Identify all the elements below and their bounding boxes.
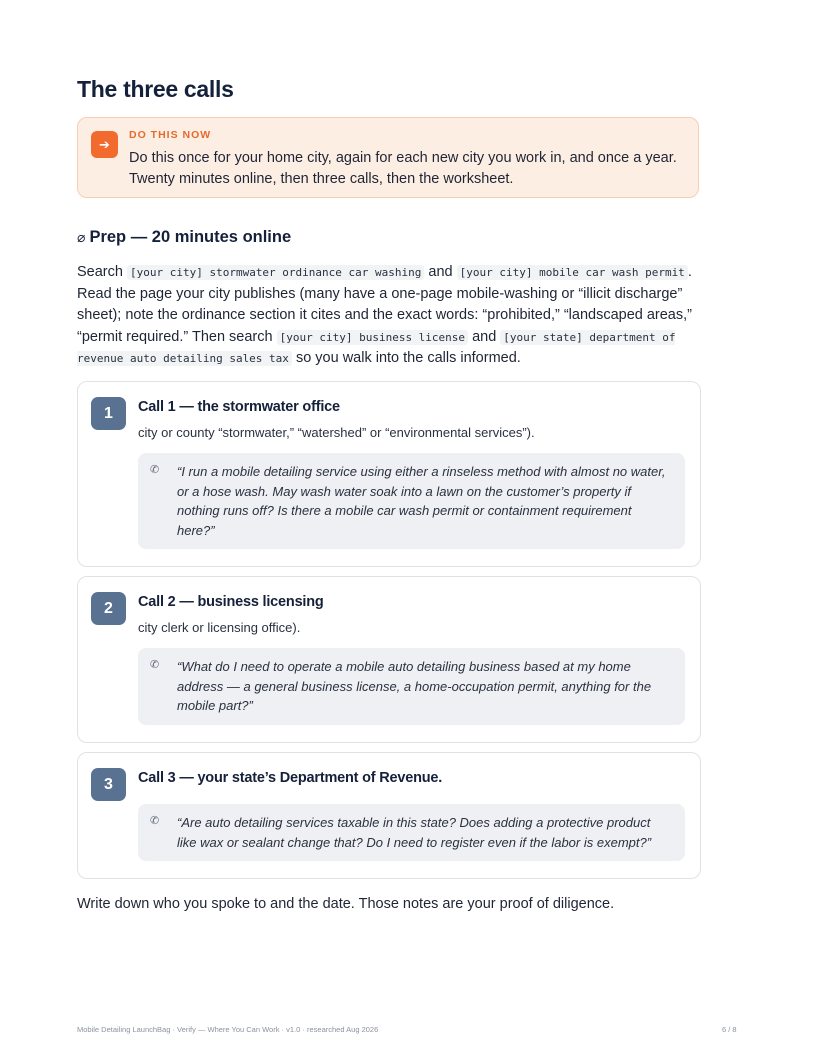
prep-paragraph [77,262,701,370]
call-script-quote [138,453,685,549]
quote-text: “I run a mobile detailing service using either a rinseless method with almost no water, or a hose wash. May wash water soak into a lawn on the customer’s property if nothing runs off? Is there a mobile car wash permit or containment requirement here?” [177,464,666,538]
call-card-2 [77,576,701,743]
arrow-right-icon: ➔ [91,131,118,158]
call-title: Call 2 — business licensing [138,594,324,610]
prep-text-2: and [424,264,457,280]
callout-text: Do this once for your home city, again for each new city you work in, and once a year. Twenty minutes online, then three calls, then the worksheet. [129,150,677,187]
search-query-code: [your city] stormwater ordinance car washing [127,265,424,280]
search-query-code: [your state] department of revenue auto detailing sales tax [77,330,676,366]
call-title: Call 3 — your state’s Department of Revenue. [138,770,443,786]
do-this-now-callout [77,117,699,198]
phone-icon: ✆ [150,464,160,476]
call-card-1 [77,381,701,567]
prep-text-5: so you walk into the calls informed. [291,350,521,367]
step-number-badge: 1 [91,397,126,430]
prep-heading-text: Prep — 20 minutes online [89,228,292,246]
prep-heading [77,228,291,247]
call-title: Call 1 — the stormwater office [138,399,340,415]
closing-note: Write down who you spoke to and the date. Those notes are your proof of diligence. [77,896,615,912]
call-subtitle: city or county “stormwater,” “watershed” or “environmental services”). [138,425,535,440]
quote-text: “What do I need to operate a mobile auto detailing business based at my home address — a general business license, a home-occupation permit, anything for the mobile part?” [177,659,652,714]
call-subtitle: city clerk or licensing office). [138,620,301,635]
footer-page-number: 6 / 8 [722,1025,737,1034]
prep-text-3: . Read the page your city publishes (many have a one-page mobile-washing or “illicit discharge” sheet); note the ordinance section it cites and the exact words: “prohibited,” “landscaped areas,” “permit required.” Then search [77,264,692,345]
prep-text-4: and [468,328,501,345]
page-title: The three calls [77,76,234,102]
search-query-code: [your city] business license [277,330,468,345]
call-card-3 [77,752,701,879]
phone-icon: ✆ [150,659,160,671]
call-script-quote [138,648,685,725]
step-number-badge: 3 [91,768,126,801]
prep-icon: ⌀ [77,229,86,245]
phone-icon: ✆ [150,815,160,827]
search-query-code: [your city] mobile car wash permit [457,265,688,280]
prep-text-1: Search [77,264,127,280]
footer-document-info: Mobile Detailing LaunchBag · Verify — Where You Can Work · v1.0 · researched Aug 2026 [77,1025,379,1034]
call-script-quote [138,804,685,861]
callout-label: DO THIS NOW [129,129,212,141]
step-number-badge: 2 [91,592,126,625]
quote-text: “Are auto detailing services taxable in this state? Does adding a protective product like wax or sealant change that? Do I need to register even if the labor is exempt?” [177,815,652,850]
